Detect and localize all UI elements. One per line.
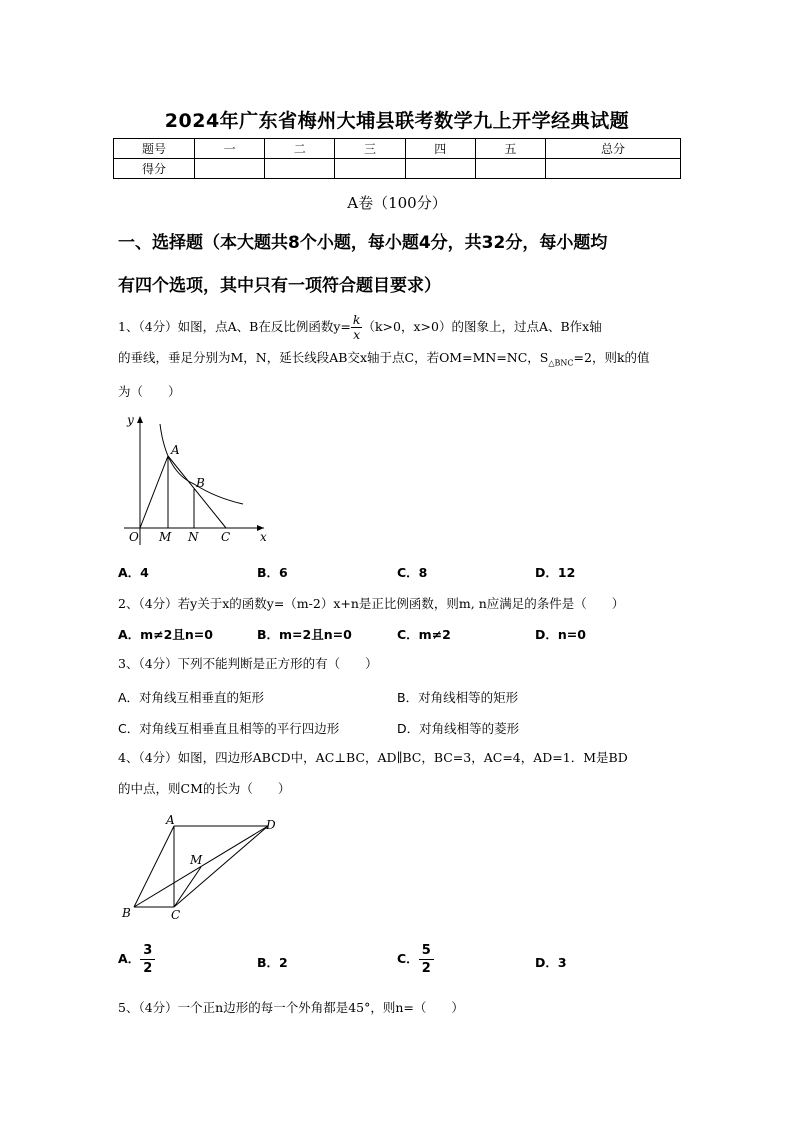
score-table-header-cell: 五 xyxy=(475,139,545,159)
score-table-header-cell: 四 xyxy=(405,139,475,159)
score-table-header-cell: 二 xyxy=(265,139,335,159)
y-axis-arrow xyxy=(137,416,143,423)
section-heading-line2: 有四个选项，其中只有一项符合题目要求） xyxy=(118,276,441,296)
score-table-header-cell: 题号 xyxy=(114,139,195,159)
q3-option-d[interactable]: D．对角线相等的菱形 xyxy=(397,721,520,736)
q4-option-a[interactable] xyxy=(118,942,155,977)
label-b: B xyxy=(122,906,131,920)
exam-title: 2024年广东省梅州大埔县联考数学九上开学经典试题 xyxy=(164,110,630,132)
question-2: 2、（4分）若y关于x的函数y=（m-2）x+n是正比例函数，则m, n应满足的条件是（ ） xyxy=(118,596,625,611)
score-cell[interactable] xyxy=(546,159,681,179)
score-cell[interactable] xyxy=(335,159,405,179)
score-table-header-cell: 三 xyxy=(335,139,405,159)
q4-option-a-label: A． xyxy=(118,951,141,966)
q2-option-b[interactable]: B．m=2且n=0 xyxy=(257,627,352,642)
q3-option-a[interactable]: A．对角线互相垂直的矩形 xyxy=(118,690,265,705)
question-1-line2-text: 的垂线，垂足分别为M，N，延长线段AB交x轴于点C，若OM=MN=NC，S xyxy=(118,350,549,365)
score-table-header-row xyxy=(114,139,681,159)
hyperbola-curve xyxy=(160,424,243,504)
question-4-figure xyxy=(116,812,286,927)
q1-option-a[interactable]: A．4 xyxy=(118,565,149,580)
score-cell[interactable] xyxy=(265,159,335,179)
q3-option-c[interactable]: C．对角线互相垂直且相等的平行四边形 xyxy=(118,721,340,736)
segment-cd xyxy=(174,826,268,907)
question-1 xyxy=(118,313,688,404)
q1-option-c[interactable]: C．8 xyxy=(397,565,428,580)
question-1-suffix: （k>0，x>0）的图象上，过点A、B作x轴 xyxy=(362,319,602,334)
fraction-numerator: 5 xyxy=(419,942,434,960)
score-cell[interactable] xyxy=(405,159,475,179)
fraction-denominator: x xyxy=(353,327,361,342)
question-3: 3、（4分）下列不能判断是正方形的有（ ） xyxy=(118,656,378,671)
question-1-prefix: 1、（4分）如图，点A、B在反比例函数y= xyxy=(118,319,351,334)
paper-part-heading: A卷（100分） xyxy=(347,194,447,212)
question-4-line1: 4、（4分）如图，四边形ABCD中，AC⊥BC，AD∥BC，BC=3，AC=4，AD=1．M是BD xyxy=(118,750,628,765)
label-n: N xyxy=(188,530,199,544)
score-cell[interactable] xyxy=(195,159,265,179)
question-1-figure xyxy=(116,410,276,548)
section-heading xyxy=(118,222,688,308)
label-o: O xyxy=(129,530,139,544)
question-5: 5、（4分）一个正n边形的每一个外角都是45°，则n=（ ） xyxy=(118,1000,464,1015)
question-1-line2 xyxy=(118,346,688,376)
q1-option-d[interactable]: D．12 xyxy=(535,565,576,580)
q2-option-d[interactable]: D．n=0 xyxy=(535,627,586,642)
label-a: A xyxy=(171,443,180,457)
label-x: x xyxy=(260,530,267,544)
question-4-line2: 的中点，则CM的长为（ ） xyxy=(118,781,291,796)
label-c: C xyxy=(171,908,181,922)
score-table xyxy=(113,138,681,179)
question-1-line1 xyxy=(118,313,688,342)
label-a: A xyxy=(166,813,175,827)
fraction-k-over-x xyxy=(351,313,363,342)
fraction-numerator: k xyxy=(352,312,361,327)
section-heading-line1: 一、选择题（本大题共8个小题，每小题4分，共32分，每小题均 xyxy=(118,233,608,253)
q4-option-d[interactable]: D．3 xyxy=(535,955,567,970)
fraction-three-halves xyxy=(140,942,155,977)
question-1-line3: 为（ ） xyxy=(118,383,181,399)
fraction-denominator: 2 xyxy=(421,961,431,976)
q2-option-a[interactable]: A．m≠2且n=0 xyxy=(118,627,213,642)
q2-option-c[interactable]: C．m≠2 xyxy=(397,627,451,642)
score-row-label: 得分 xyxy=(114,159,195,179)
q1-option-b[interactable]: B．6 xyxy=(257,565,288,580)
label-m: M xyxy=(190,853,203,867)
q4-option-b[interactable]: B．2 xyxy=(257,955,288,970)
q4-option-c-label: C． xyxy=(397,951,419,966)
score-table-header-cell: 总分 xyxy=(546,139,681,159)
question-4 xyxy=(118,746,688,801)
q3-option-b[interactable]: B．对角线相等的矩形 xyxy=(397,690,519,705)
score-cell[interactable] xyxy=(475,159,545,179)
label-d: D xyxy=(266,818,276,832)
q4-option-c[interactable] xyxy=(397,942,434,977)
fraction-denominator: 2 xyxy=(143,961,153,976)
segment-ac xyxy=(168,456,226,528)
triangle-subscript: △BNC xyxy=(548,358,574,368)
fraction-five-halves xyxy=(419,942,434,977)
score-table-header-cell: 一 xyxy=(195,139,265,159)
question-1-line2-end: =2，则k的值 xyxy=(573,350,650,365)
label-y: y xyxy=(127,413,134,427)
label-b: B xyxy=(196,476,205,490)
score-table-score-row xyxy=(114,159,681,179)
fraction-numerator: 3 xyxy=(140,942,155,960)
segment-oa xyxy=(140,456,168,528)
label-c: C xyxy=(221,530,231,544)
label-m: M xyxy=(159,530,172,544)
